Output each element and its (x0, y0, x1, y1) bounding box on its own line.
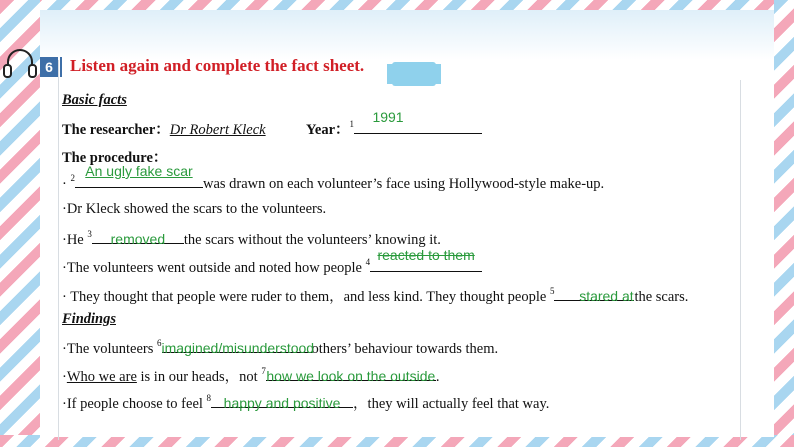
blank-number-7: 7 (261, 366, 266, 376)
procedure-line-3-prefix: ·He (62, 232, 88, 248)
procedure-line-1-text: was drawn on each volunteer’s face using Hollywood-style make-up. (202, 176, 605, 192)
findings-line-3-suffix: ，they will actually feel that way. (353, 396, 550, 412)
answer-5: stared at (579, 288, 634, 304)
findings-title: Findings (62, 311, 116, 327)
answer-1: 1991 (372, 109, 404, 125)
procedure-line-5-suffix: the scars. (634, 289, 689, 305)
procedure-line-4 (62, 247, 482, 277)
procedure-line-5-text: · They thought that people were ruder to them，and less kind. They thought people (62, 289, 550, 305)
exercise-number-badge: 6 (40, 57, 58, 77)
answer-3: removed (110, 231, 166, 247)
who-we-are: Who we are (66, 369, 137, 385)
blank-number-1: 1 (349, 119, 355, 129)
answer-8: happy and positive (223, 395, 341, 411)
bullet: · (62, 176, 71, 192)
researcher-row (62, 109, 482, 139)
margin-line-right (740, 80, 741, 440)
blank-8[interactable] (211, 393, 353, 411)
headphones-icon (2, 46, 38, 80)
blank-5[interactable] (554, 286, 634, 304)
decorative-border-top (0, 0, 794, 10)
answer-6: imagined/misunderstood (161, 340, 315, 356)
procedure-line-1 (62, 163, 605, 193)
blank-number-8: 8 (206, 393, 212, 403)
procedure-label: The procedure： (62, 150, 168, 166)
blank-6[interactable] (161, 338, 315, 356)
findings-line-2-middle: is in our heads，not (136, 369, 262, 385)
decorative-border-right (774, 0, 794, 447)
blank-number-6: 6 (157, 338, 162, 348)
basic-facts-title: Basic facts (62, 92, 127, 108)
blank-number-5: 5 (549, 286, 555, 296)
top-fade (40, 10, 774, 60)
findings-line-1 (62, 338, 498, 358)
procedure-line-5 (62, 285, 688, 306)
blank-3[interactable] (92, 229, 184, 247)
year-blank[interactable] (354, 109, 482, 134)
exercise-instruction: Listen again and complete the fact sheet. (70, 56, 365, 75)
year-label: Year： (306, 122, 350, 138)
findings-line-1-text: others’ behaviour towards them. (311, 341, 499, 357)
findings-line-1-prefix: ·The volunteers (62, 341, 158, 357)
margin-line-left (58, 60, 59, 440)
blank-number-3: 3 (87, 229, 92, 239)
answer-7: how we look on the outside (266, 368, 436, 384)
blank-number-2: 2 (70, 173, 75, 183)
badge-divider (60, 57, 62, 77)
blank-number-4: 4 (365, 257, 371, 267)
researcher-value: Dr Robert Kleck (169, 122, 266, 138)
blank-4[interactable] (370, 247, 482, 272)
answer-4: reacted to them (377, 247, 475, 263)
blank-2[interactable] (75, 163, 203, 188)
findings-line-2-bullet: · (62, 369, 67, 385)
findings-line-3-prefix: ·If people choose to feel (62, 396, 207, 412)
decorative-tape (392, 62, 436, 86)
procedure-line-3-text: the scars without the volunteers’ knowing it. (183, 232, 441, 248)
procedure-line-4-text: ·The volunteers went outside and noted how people (62, 260, 366, 276)
answer-2: An ugly fake scar (85, 163, 193, 179)
findings-line-2-suffix: . (435, 369, 440, 385)
procedure-line-3 (62, 229, 441, 249)
findings-line-2 (62, 365, 439, 386)
researcher-label: The researcher： (62, 122, 170, 138)
blank-7[interactable] (266, 366, 436, 384)
findings-line-3 (62, 392, 549, 413)
procedure-line-2: ·Dr Kleck showed the scars to the volunteers. (62, 201, 327, 217)
